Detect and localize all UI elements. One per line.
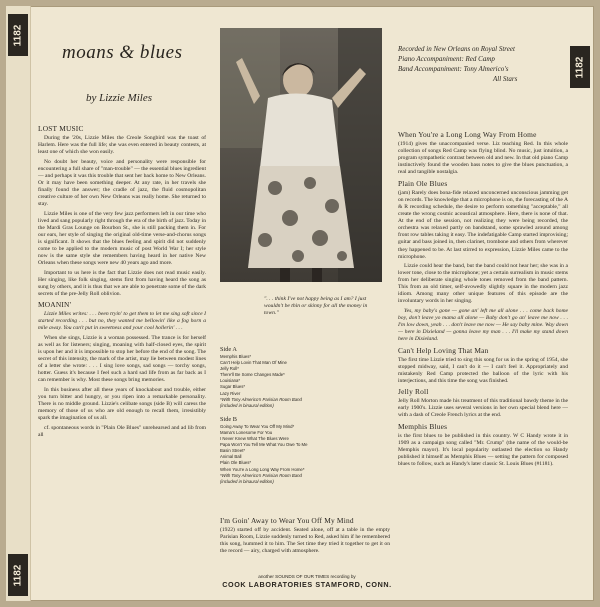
moanin-paragraph: cf. spontaneous words in "Plain Ole Blues" unrehearsed and ad lib from all bbox=[38, 424, 206, 438]
album-title: moans & blues bbox=[62, 42, 183, 63]
track-item: Lazy River bbox=[220, 390, 241, 396]
track-item: Animal Ball bbox=[220, 454, 242, 460]
track-item: Sugar Blues* bbox=[220, 384, 246, 390]
singer-photo-illustration bbox=[220, 28, 382, 282]
side-b-band-note: *With Tony Almerico's Parisian Room Band bbox=[220, 472, 302, 478]
section-paragraph: (jam) Rarely does bona-fide relaxed unconcerned unconscious jamming get on records. The knowledge that a microphone is on, the forecasting of the A & R recording schedule, the desire to perform something "acceptable," all create the wrong cosmic acoustical atmosphere. Here, there is none of that. At the end of the session, not realizing they were being recorded, the orchestra was relaxed partly on bandstand, some sprawled around among front row tables taking it easy. The indefatigable Camp started improvising; guitar and bass joined in, then clarinet, trombone and others from wherever they happened to be. At last stirred to expression, Lizzie Miles came to the microphone. bbox=[398, 189, 568, 260]
lyrics-paragraph: Yes, my baby's gone — gone an' left me all alone . . . come back home boy, don't leave yo mama all alone — Baby don't go an' leave me now . . . I'm low down, yeah . . . don't leave me now — He say baby mine. Way down — here in Dixieland — gonna leave my man . . . I'll make my stand down here in Dixieland. bbox=[398, 307, 568, 343]
track-item: Jelly Roll* bbox=[220, 366, 239, 372]
section-paragraph: (1914) gives the unaccompanied verse. Liz teaching Red. In this whole collection of songs Red Camp was flying blind. No music, just intuition, a program sympathetic contrast between old and new. In that old piano Camp instinctively found the wooden bass notes to give the blues punctuation, a real and tangible nostalgia. bbox=[398, 141, 568, 176]
photo-caption: ". . . think I've not happy being as I am? I just wouldn't be thin or skinny for all the money in town." bbox=[264, 296, 368, 316]
recording-info-line: Recorded in New Orleans on Royal Street bbox=[398, 45, 515, 53]
track-item: Memphis Blues* bbox=[220, 354, 252, 359]
album-back-cover bbox=[6, 6, 594, 601]
publisher-footer bbox=[220, 574, 394, 590]
goin-away-paragraph: (1922) started off by accident. Seated alone, off at a table in the empty Parisian Room, Lizzie suddenly turned to Red, asked him if he remembered this song, hummed it to him. The Set time they tried it together to get it on the record — airy, charged with atmosphere. bbox=[220, 527, 390, 555]
moanin-paragraph: In this business after all these years of knockabout and trouble, either you turn bitter and hungry, or you ripen into a remarkable personality. There is no middle ground. Lizzie's celibate songs (side B) will caress the memory of those of us who are old enough to recall them, irresistibly spark the imagination of us all. bbox=[38, 386, 206, 422]
middle-bottom-section bbox=[220, 514, 390, 570]
moanin-paragraph: Lizzie Miles writes: . . . been tryin' to get them to let me sing soft since I started recording . . . but no, they wanted me bellowin' like a fog horn a mile away. You can't put in sweetness and your cool hollerin' . . . bbox=[38, 311, 206, 332]
track-item: Can't Help Lovin That Man Of Mine bbox=[220, 360, 287, 366]
track-item: I Never Knew What The Blues Were bbox=[220, 436, 289, 442]
side-a-label: Side A bbox=[220, 346, 237, 353]
track-item: Louisiana* bbox=[220, 378, 241, 384]
recording-info-line: Piano Accompaniment: Red Camp bbox=[398, 55, 495, 63]
goin-away-heading: I'm Goin' Away to Wear You Off My Mind bbox=[220, 516, 354, 525]
footer-series-line: another SOUNDS OF OUR TIMES recording by bbox=[258, 574, 356, 579]
side-b-edition-note: (included in binaural edition) bbox=[220, 478, 274, 484]
section-paragraph: Jelly Roll Morton made his treatment of this traditional bawdy theme in the early 1900's. Lizzie uses several versions in her own special blend here — with a dash of Creole French lyrics at the end. bbox=[398, 398, 568, 419]
footer-publisher-line: COOK LABORATORIES STAMFORD, CONN. bbox=[222, 580, 392, 589]
track-item: Mama's Lonesome For You bbox=[220, 429, 273, 435]
lost-music-paragraph: Important to us here is the fact that Lizzie does not read music easily. Her singing, like folk singing, stems first from having heard the song as sung by others, and it is thus that we are able to penetrate some of the dark secrets of the pre-Jelly Roll oblivion. bbox=[38, 269, 206, 297]
catalog-number-top: 1182 bbox=[8, 14, 28, 56]
side-a-band-note: *With Tony Almerico's Parisian Room Band bbox=[220, 396, 302, 402]
section-paragraph: Lizzie could hear the band, but the band could not hear her; she was in a lower tone, close to the microphone; yet a certain surrealism in music stems from her deliberate singing whole tones removed from the band pattern. This from an old timer, self-avowedly slightly square in the modern jazz idiom. Among many other unique features of this episode are the involuntary words in her singing. bbox=[398, 263, 568, 305]
right-column bbox=[398, 128, 568, 594]
track-item: There'll Be Some Changes Made* bbox=[220, 372, 285, 378]
track-item: Basin Street* bbox=[220, 448, 246, 454]
lost-music-paragraph: No doubt her beauty, voice and personality were responsible for encountering a full share of "man-trouble" — the essential blues ingredient — and perhaps it was this trouble that sent her back home to New Orleans. Or it may have been something deeper. At any rate, in her travels she finally found the answer; the cradle of jazz, the fluid cosmopolitan creative culture of her own New Orleans was really home. She returned to stay. bbox=[38, 158, 206, 208]
album-byline: by Lizzie Miles bbox=[86, 92, 152, 104]
recording-info-line: Band Accompaniment: Tony Almerico's bbox=[398, 65, 509, 73]
moanin-heading: MOANIN' bbox=[38, 300, 72, 310]
track-item: Papa Won't You Tell Me What You Owe To Me bbox=[220, 442, 308, 448]
lost-music-paragraph: Lizzie Miles is one of the very few jazz performers left in our time who lived and sang popularly right through the era of the birth of jazz. Today in the Mardi Gras Lounge on Bourbon St., she is still packing them in. For our ears, her style of singing the original old-time verse-and-chorus songs is significant. It shows that the blues feeling and spirit did not suddenly come to be applied to the modern music of post World War I; her style now is the same style she remembers having heard in her native New Orleans when these songs were new 40 years ago and more. bbox=[38, 210, 206, 267]
singer-photo bbox=[220, 28, 382, 282]
catalog-number-right: 1182 bbox=[570, 46, 590, 88]
recording-info-line: All Stars bbox=[493, 75, 518, 83]
recording-info bbox=[398, 44, 568, 84]
track-listing bbox=[220, 344, 380, 485]
section-heading: When You're a Long Long Way From Home bbox=[398, 130, 537, 139]
track-item: When You're a Long Long Way From Home* bbox=[220, 466, 305, 472]
lost-music-heading: LOST MUSIC bbox=[38, 124, 84, 133]
section-heading: Memphis Blues bbox=[398, 421, 448, 431]
catalog-number-bottom: 1182 bbox=[8, 554, 28, 596]
section-heading: Jelly Roll bbox=[398, 387, 429, 397]
section-heading: Plain Ole Blues bbox=[398, 178, 448, 188]
lost-music-paragraph: During the '20s, Lizzie Miles the Creole Songbird was the toast of Harlem. Here was the full life; she was even entered in beauty contests, at least one of which she won easily. bbox=[38, 135, 206, 156]
track-item: Plain Ole Blues* bbox=[220, 460, 252, 466]
side-b-label: Side B bbox=[220, 415, 237, 423]
left-column bbox=[38, 122, 206, 596]
side-a-edition-note: (included in binaural edition) bbox=[220, 402, 274, 408]
moanin-paragraph: When she sings, Lizzie is a woman possessed. The trance is for herself as well as for listeners; singing, moaning with half-closed eyes, the spirit is upon her and it is impossible to stop her before the end of the song. The secret of this intensity, the mark of the artist, may lie between modest lines of a letter she wrote: . . . I sing love songs, sad songs — torchy songs, hotter. Guess it's because I feel such a hard sad life from as far back as I can remember is why. Most these songs bring memories. bbox=[38, 334, 206, 384]
section-heading: Can't Help Loving That Man bbox=[398, 345, 489, 355]
section-paragraph: The first time Lizzie tried to sing this song for us in the spring of 1954, she stopped midway, said, I can't do it — I can't feel it. Appropriately and mistakenly Red Camp protected the balloon of the lyric with his interjections, and this time the song was finished. bbox=[398, 356, 568, 384]
catalog-spine-strip bbox=[6, 6, 31, 601]
section-paragraph: is the first blues to be published in this country. W C Handy wrote it in 1909 as a campaign song called "Mr. Crump" (the name of the would-be Memphis mayor). It's local popularity outlasted the election so Handy published it himself as Memphis Blues — setting the pattern for composed blues to follow, such as Handy's later classic St. Louis Blues (#1181). bbox=[398, 432, 568, 468]
track-item: Going Away To Wear You Off My Mind* bbox=[220, 423, 295, 429]
